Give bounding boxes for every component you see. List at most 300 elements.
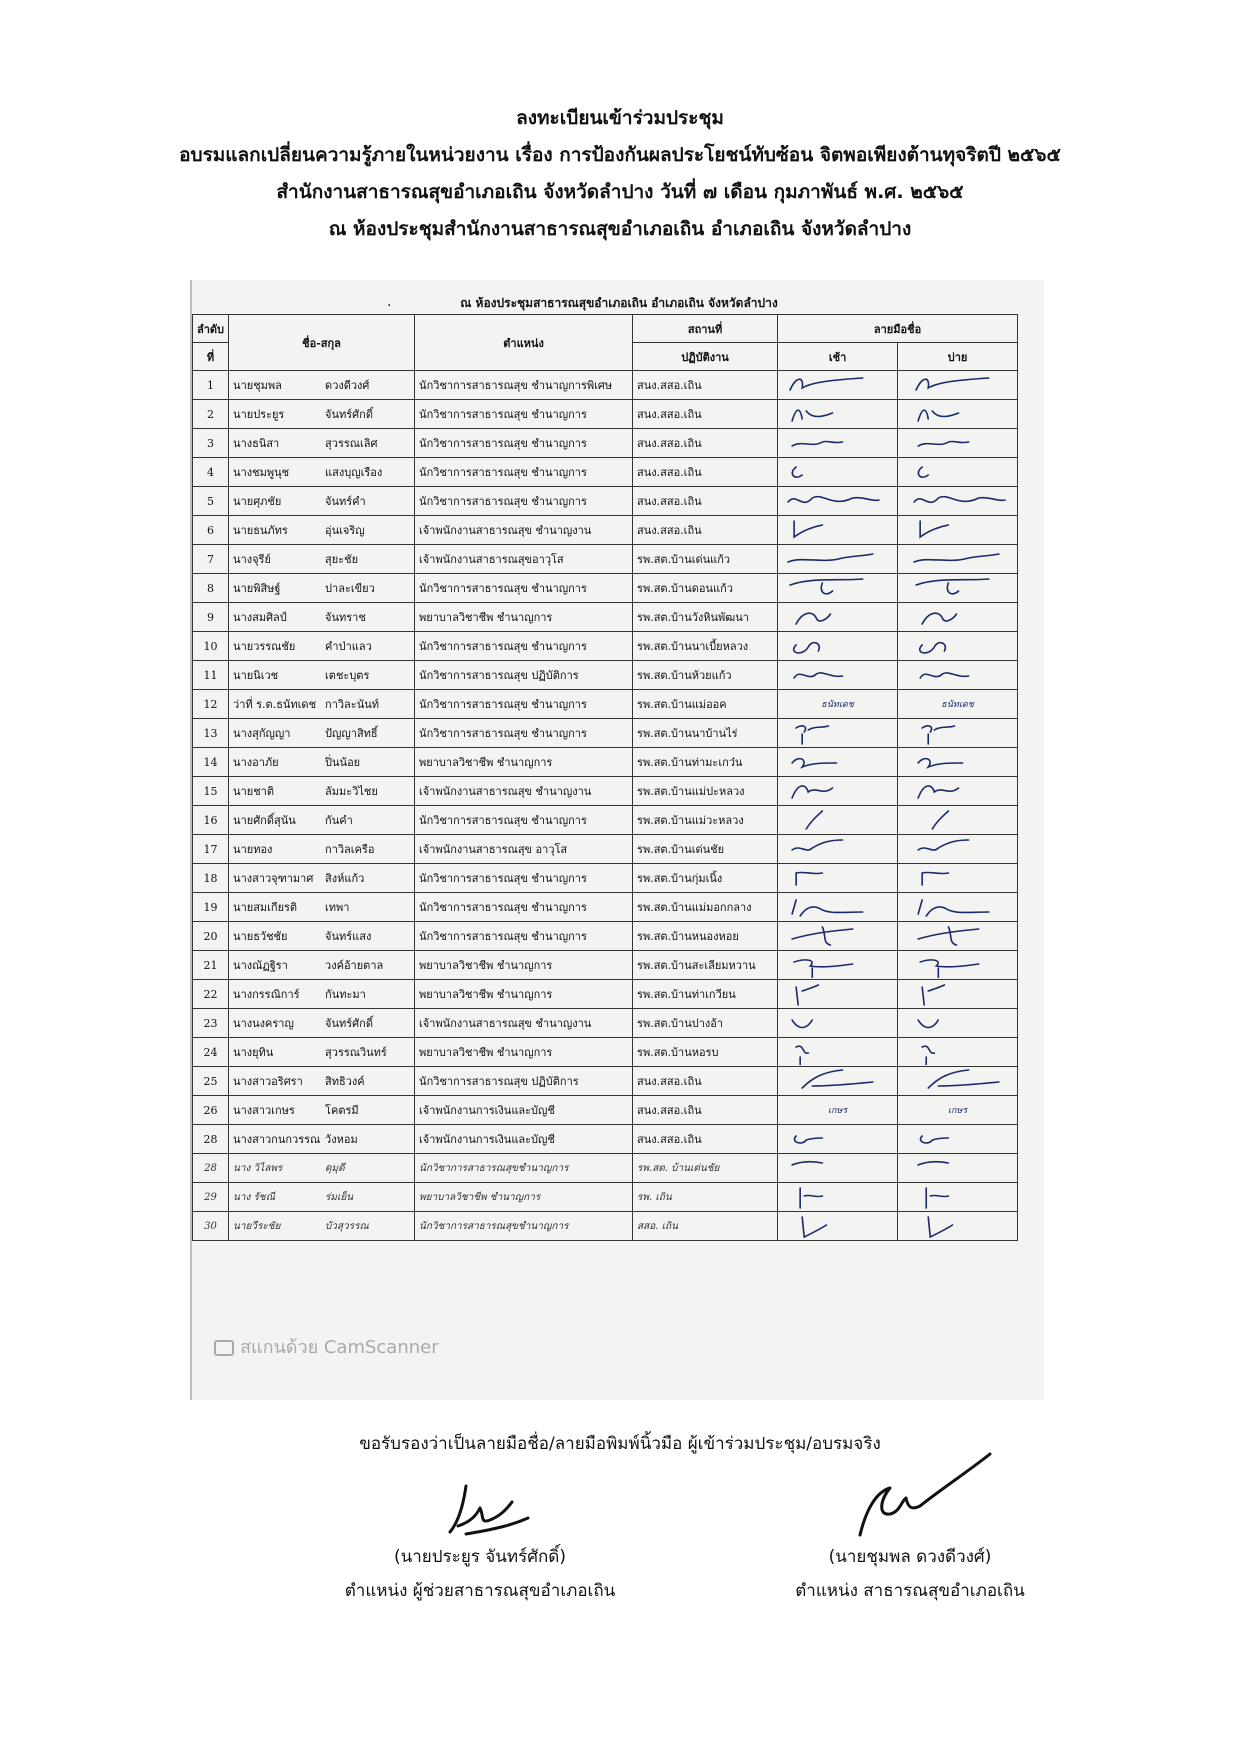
signature-mark [902, 604, 1013, 630]
signature-mark [902, 633, 1013, 659]
signature-right-image [820, 1440, 1000, 1540]
row-signature-afternoon [898, 603, 1018, 632]
row-first-name: นางชมพูนุช [233, 466, 290, 479]
row-last-name: สุวรรณวินทร์ [325, 1046, 387, 1059]
row-first-name: นางยุทิน [233, 1046, 274, 1059]
row-name [229, 429, 415, 458]
row-number: 18 [193, 864, 229, 893]
row-position: นักวิชาการสาธารณสุขชำนาญการ [415, 1154, 633, 1183]
row-place: สนง.สสอ.เถิน [633, 371, 778, 400]
row-signature-morning [778, 893, 898, 922]
row-name [229, 719, 415, 748]
row-signature-morning [778, 516, 898, 545]
col-header-place-2: ปฏิบัติงาน [633, 343, 778, 371]
row-signature-afternoon [898, 864, 1018, 893]
row-number: 5 [193, 487, 229, 516]
row-signature-morning [778, 1212, 898, 1241]
signature-mark [782, 1126, 893, 1152]
row-number: 28 [193, 1125, 229, 1154]
signature-mark [902, 865, 1013, 891]
signature-mark [902, 517, 1013, 543]
row-number: 4 [193, 458, 229, 487]
row-last-name: อุ่นเจริญ [325, 524, 365, 537]
row-place: รพ.สต.บ้านแม่วะหลวง [633, 806, 778, 835]
row-last-name: สุยะชัย [325, 553, 359, 566]
row-position: เจ้าพนักงานการเงินและบัญชี [415, 1096, 633, 1125]
row-signature-afternoon [898, 1038, 1018, 1067]
table-row [193, 458, 1018, 487]
row-place: รพ.สต.บ้านสะเลียมหวาน [633, 951, 778, 980]
row-signature-morning [778, 661, 898, 690]
row-signature-morning [778, 574, 898, 603]
row-last-name: สิงห์แก้ว [325, 872, 365, 885]
col-header-name: ชื่อ-สกุล [229, 315, 415, 371]
row-place: สนง.สสอ.เถิน [633, 1096, 778, 1125]
row-signature-afternoon [898, 632, 1018, 661]
signature-mark [782, 1213, 893, 1239]
signature-mark [782, 865, 893, 891]
signature-mark [902, 749, 1013, 775]
col-header-no: ลำดับ [193, 315, 229, 343]
row-position: นักวิชาการสาธารณสุข ชำนาญการ [415, 893, 633, 922]
row-signature-morning [778, 806, 898, 835]
row-last-name: แสงบุญเรือง [325, 466, 383, 479]
row-place: รพ.สต.บ้านท่ามะเกว๋น [633, 748, 778, 777]
row-name [229, 893, 415, 922]
row-name [229, 603, 415, 632]
row-place: รพ.สต.บ้านแม่ปะหลวง [633, 777, 778, 806]
row-name [229, 690, 415, 719]
row-place: รพ.สต.บ้านท่าเกวียน [633, 980, 778, 1009]
row-place: รพ.สต.บ้านวังหินพัฒนา [633, 603, 778, 632]
row-number: 30 [193, 1212, 229, 1241]
row-first-name: นางนงคราญ [233, 1017, 294, 1030]
table-row [193, 574, 1018, 603]
row-name [229, 980, 415, 1009]
row-first-name: ว่าที่ ร.ต.ธนัทเดช [233, 698, 317, 711]
signature-mark [782, 604, 893, 630]
table-row [193, 951, 1018, 980]
table-row [193, 1125, 1018, 1154]
row-place: รพ.สต.บ้านแม่มอกกลาง [633, 893, 778, 922]
row-number: 6 [193, 516, 229, 545]
table-row [193, 1067, 1018, 1096]
row-place: รพ.สต.บ้านปางอ้า [633, 1009, 778, 1038]
certification-statement: ขอรับรองว่าเป็นลายมือชื่อ/ลายมือพิมพ์นิ้วมือ ผู้เข้าร่วมประชุม/อบรมจริง [359, 1434, 881, 1454]
table-row [193, 516, 1018, 545]
table-row [193, 1038, 1018, 1067]
table-row [193, 429, 1018, 458]
row-first-name: นายศุภชัย [233, 495, 282, 508]
row-number: 13 [193, 719, 229, 748]
row-last-name: จันทร์ศักดิ์ [325, 408, 373, 421]
row-last-name: สุวรรณเลิศ [325, 437, 378, 450]
row-last-name: คำป่าแลว [325, 640, 372, 653]
table-row [193, 777, 1018, 806]
row-last-name: กันคำ [325, 814, 353, 827]
row-place: รพ.สต.บ้านหนองหอย [633, 922, 778, 951]
header-line-2: อบรมแลกเปลี่ยนความรู้ภายในหน่วยงาน เรื่อง การป้องกันผลประโยชน์ทับซ้อน จิตพอเพียงต้านทุจริตปี ๒๕๖๕ [179, 144, 1061, 166]
row-signature-morning [778, 1096, 898, 1125]
row-number: 25 [193, 1067, 229, 1096]
row-signature-morning [778, 1183, 898, 1212]
row-first-name: นางสาวเกษร [233, 1104, 295, 1117]
row-first-name: นาง วิไลพร [233, 1162, 283, 1174]
row-last-name: จันทร์ศักดิ์ [325, 1017, 373, 1030]
signature-mark [782, 778, 893, 804]
signature-mark [902, 1068, 1013, 1094]
row-name [229, 632, 415, 661]
row-place: รพ. เถิน [633, 1183, 778, 1212]
row-signature-afternoon [898, 806, 1018, 835]
row-first-name: นายนิเวช [233, 669, 279, 682]
signature-mark [782, 1155, 893, 1181]
header-line-3: สำนักงานสาธารณสุขอำเภอเถิน จังหวัดลำปาง วันที่ ๗ เดือน กุมภาพันธ์ พ.ศ. ๒๕๖๕ [276, 181, 964, 203]
signature-mark [782, 952, 893, 978]
signature-mark [902, 430, 1013, 456]
row-signature-morning [778, 603, 898, 632]
row-last-name: ปัญญาสิทธิ์ [325, 727, 378, 740]
row-name [229, 371, 415, 400]
row-number: 28 [193, 1154, 229, 1183]
row-place: รพ.สต.บ้านเด่นแก้ว [633, 545, 778, 574]
row-position: นักวิชาการสาธารณสุข ชำนาญการ [415, 690, 633, 719]
signature-mark [902, 952, 1013, 978]
signature-mark [782, 720, 893, 746]
signature-mark [782, 488, 893, 514]
signature-mark [782, 1184, 893, 1210]
row-place: รพ.สต.บ้านกุ่มเนิ้ง [633, 864, 778, 893]
row-signature-afternoon [898, 835, 1018, 864]
camscanner-watermark: สแกนด้วย CamScanner [214, 1332, 439, 1361]
row-name [229, 1154, 415, 1183]
row-signature-morning [778, 1154, 898, 1183]
signature-stamp-text: เกษร [947, 1106, 968, 1116]
row-place: รพ.สต.บ้านหอรบ [633, 1038, 778, 1067]
header-line-1: ลงทะเบียนเข้าร่วมประชุม [516, 107, 724, 129]
row-signature-morning [778, 487, 898, 516]
signature-stamp-text: เกษร [827, 1106, 848, 1116]
row-place: สนง.สสอ.เถิน [633, 458, 778, 487]
row-signature-afternoon [898, 1154, 1018, 1183]
signer-left-name: (นายประยูร จันทร์ศักดิ์) [394, 1547, 566, 1567]
signature-mark [902, 575, 1013, 601]
signature-mark [782, 430, 893, 456]
row-number: 16 [193, 806, 229, 835]
table-row [193, 690, 1018, 719]
row-last-name: เทพา [325, 901, 350, 914]
signature-mark [782, 981, 893, 1007]
attendance-rows [193, 371, 1018, 1241]
row-signature-morning [778, 371, 898, 400]
attendance-table [192, 314, 1018, 1241]
signature-mark [782, 546, 893, 572]
header-line-4: ณ ห้องประชุมสำนักงานสาธารณสุขอำเภอเถิน อำเภอเถิน จังหวัดลำปาง [328, 218, 912, 240]
signature-mark [902, 807, 1013, 833]
row-position: พยาบาลวิชาชีพ ชำนาญการ [415, 951, 633, 980]
row-name [229, 1038, 415, 1067]
row-name [229, 951, 415, 980]
signer-left [300, 1480, 660, 1608]
row-number: 20 [193, 922, 229, 951]
signature-mark [782, 836, 893, 862]
row-last-name: โคตรมี [325, 1104, 359, 1117]
table-row [193, 1009, 1018, 1038]
row-last-name: ดวงดีวงศ์ [325, 379, 370, 392]
row-last-name: ปาละเขียว [325, 582, 375, 595]
table-row [193, 603, 1018, 632]
scanned-attendance-sheet [190, 280, 1044, 1400]
row-place: สนง.สสอ.เถิน [633, 1125, 778, 1154]
row-signature-afternoon [898, 777, 1018, 806]
row-last-name: วงค์อ้ายตาล [325, 959, 384, 972]
row-first-name: นางสาวจุฑามาศ [233, 872, 314, 885]
row-position: นักวิชาการสาธารณสุข ชำนาญการ [415, 806, 633, 835]
row-name [229, 487, 415, 516]
row-signature-afternoon [898, 661, 1018, 690]
signature-left-image [420, 1480, 540, 1540]
table-row [193, 1183, 1018, 1212]
row-position: พยาบาลวิชาชีพ ชำนาญการ [415, 1038, 633, 1067]
row-place: รพ.สต. บ้านเด่นชัย [633, 1154, 778, 1183]
signature-stamp-text: ธนัทเดช [821, 700, 854, 710]
signature-mark [782, 807, 893, 833]
document-header [0, 100, 1240, 248]
col-header-afternoon: บ่าย [898, 343, 1018, 371]
row-last-name: จันทร์คำ [325, 495, 366, 508]
row-first-name: นายธนภัทร [233, 524, 288, 537]
signature-mark [782, 662, 893, 688]
signature-stamp-text: ธนัทเดช [941, 700, 974, 710]
row-first-name: นางสมศิลป์ [233, 611, 287, 624]
row-number: 29 [193, 1183, 229, 1212]
signature-mark [902, 401, 1013, 427]
row-first-name: นายวรรณชัย [233, 640, 296, 653]
row-first-name: นางกรรณิการ์ [233, 988, 300, 1001]
row-first-name: นางอาภัย [233, 756, 279, 769]
col-header-place: สถานที่ [633, 315, 778, 343]
row-number: 11 [193, 661, 229, 690]
row-number: 21 [193, 951, 229, 980]
col-header-position: ตำแหน่ง [415, 315, 633, 371]
col-header-morning: เช้า [778, 343, 898, 371]
row-signature-morning [778, 980, 898, 1009]
row-number: 15 [193, 777, 229, 806]
row-last-name: ร่มเย็น [325, 1191, 354, 1203]
row-place: สสอ. เถิน [633, 1212, 778, 1241]
table-row [193, 1154, 1018, 1183]
signer-right-name: (นายชุมพล ดวงดีวงศ์) [828, 1547, 992, 1567]
row-number: 3 [193, 429, 229, 458]
signature-mark [782, 372, 893, 398]
row-first-name: นาง รัชณี [233, 1191, 275, 1203]
row-first-name: นายวีระชัย [233, 1220, 281, 1232]
row-name [229, 1096, 415, 1125]
row-position: นักวิชาการสาธารณสุข ชำนาญการ [415, 487, 633, 516]
row-place: รพ.สต.บ้านแม่ออค [633, 690, 778, 719]
row-last-name: กันทะมา [325, 988, 366, 1001]
row-signature-afternoon [898, 1096, 1018, 1125]
row-number: 17 [193, 835, 229, 864]
row-name [229, 516, 415, 545]
col-header-no-2: ที่ [193, 343, 229, 371]
row-number: 12 [193, 690, 229, 719]
signature-mark [902, 1184, 1013, 1210]
table-row [193, 922, 1018, 951]
signature-mark [902, 662, 1013, 688]
signature-mark [782, 1010, 893, 1036]
row-position: นักวิชาการสาธารณสุข ชำนาญการ [415, 632, 633, 661]
row-place: รพ.สต.บ้านเด่นชัย [633, 835, 778, 864]
row-name [229, 400, 415, 429]
table-row [193, 864, 1018, 893]
row-name [229, 545, 415, 574]
table-row [193, 400, 1018, 429]
row-signature-afternoon [898, 1067, 1018, 1096]
row-position: เจ้าพนักงานการเงินและบัญชี [415, 1125, 633, 1154]
row-position: นักวิชาการสาธารณสุขชำนาญการ [415, 1212, 633, 1241]
row-last-name: ลัมมะวิไชย [325, 785, 378, 798]
signature-mark [902, 894, 1013, 920]
row-name [229, 1067, 415, 1096]
row-signature-afternoon [898, 719, 1018, 748]
signature-mark [782, 401, 893, 427]
row-position: นักวิชาการสาธารณสุข ปฏิบัติการ [415, 661, 633, 690]
signer-left-title: ตำแหน่ง ผู้ช่วยสาธารณสุขอำเภอเถิน [344, 1581, 616, 1601]
row-signature-afternoon [898, 690, 1018, 719]
row-signature-afternoon [898, 458, 1018, 487]
row-position: พยาบาลวิชาชีพ ชำนาญการ [415, 1183, 633, 1212]
row-name [229, 1183, 415, 1212]
table-row [193, 980, 1018, 1009]
scan-title: ณ ห้องประชุมสาธารณสุขอำเภอเถิน อำเภอเถิน จังหวัดลำปาง [460, 296, 778, 310]
row-signature-morning [778, 690, 898, 719]
row-signature-afternoon [898, 922, 1018, 951]
row-name [229, 1009, 415, 1038]
scan-speck: · [387, 298, 392, 314]
row-first-name: นางณัฏฐิรา [233, 959, 288, 972]
row-last-name: เตชะบุตร [325, 669, 370, 682]
row-position: นักวิชาการสาธารณสุข ชำนาญการ [415, 864, 633, 893]
row-signature-morning [778, 1009, 898, 1038]
table-header-row [193, 315, 1018, 343]
row-signature-afternoon [898, 429, 1018, 458]
row-first-name: นางธนิสา [233, 437, 280, 450]
row-position: นักวิชาการสาธารณสุข ชำนาญการ [415, 719, 633, 748]
row-number: 26 [193, 1096, 229, 1125]
row-place: สนง.สสอ.เถิน [633, 487, 778, 516]
row-last-name: ปิ่นน้อย [325, 756, 361, 769]
row-number: 7 [193, 545, 229, 574]
row-name [229, 748, 415, 777]
row-signature-morning [778, 835, 898, 864]
table-row [193, 806, 1018, 835]
row-signature-morning [778, 1038, 898, 1067]
table-row [193, 545, 1018, 574]
row-signature-afternoon [898, 1212, 1018, 1241]
row-name [229, 806, 415, 835]
row-name [229, 574, 415, 603]
row-signature-afternoon [898, 574, 1018, 603]
row-number: 1 [193, 371, 229, 400]
signature-mark [782, 894, 893, 920]
row-number: 22 [193, 980, 229, 1009]
row-signature-afternoon [898, 748, 1018, 777]
row-signature-afternoon [898, 371, 1018, 400]
row-signature-morning [778, 922, 898, 951]
row-first-name: นายพิสิษฐ์ [233, 582, 281, 595]
signature-mark [902, 923, 1013, 949]
row-first-name: นางสุกัญญา [233, 727, 291, 740]
row-place: สนง.สสอ.เถิน [633, 1067, 778, 1096]
signature-mark [902, 1010, 1013, 1036]
row-signature-morning [778, 951, 898, 980]
table-row [193, 893, 1018, 922]
signature-mark [782, 517, 893, 543]
row-first-name: นายประยูร [233, 408, 285, 421]
row-position: นักวิชาการสาธารณสุข ชำนาญการ [415, 400, 633, 429]
row-signature-afternoon [898, 1009, 1018, 1038]
table-row [193, 835, 1018, 864]
col-header-signature: ลายมือชื่อ [778, 315, 1018, 343]
row-name [229, 922, 415, 951]
row-position: เจ้าพนักงานสาธารณสุข ชำนาญงาน [415, 777, 633, 806]
signature-mark [902, 720, 1013, 746]
signature-mark [902, 1126, 1013, 1152]
row-position: เจ้าพนักงานสาธารณสุขอาวุโส [415, 545, 633, 574]
row-number: 2 [193, 400, 229, 429]
row-name [229, 661, 415, 690]
row-first-name: นางสาวอริศรา [233, 1075, 303, 1088]
row-number: 14 [193, 748, 229, 777]
signature-mark [782, 1039, 893, 1065]
row-signature-morning [778, 1125, 898, 1154]
row-last-name: วังหอม [325, 1133, 358, 1146]
row-last-name: บัวสุวรรณ [325, 1220, 369, 1232]
row-position: นักวิชาการสาธารณสุข ชำนาญการ [415, 574, 633, 603]
signature-mark [902, 488, 1013, 514]
row-number: 9 [193, 603, 229, 632]
row-number: 19 [193, 893, 229, 922]
signature-mark [782, 923, 893, 949]
signature-mark [902, 836, 1013, 862]
row-position: นักวิชาการสาธารณสุข ชำนาญการ [415, 429, 633, 458]
table-row [193, 661, 1018, 690]
row-last-name: จันทราช [325, 611, 366, 624]
row-signature-afternoon [898, 893, 1018, 922]
row-signature-afternoon [898, 545, 1018, 574]
row-last-name: ดุมุดี [325, 1162, 345, 1174]
table-row [193, 1212, 1018, 1241]
signature-mark [902, 981, 1013, 1007]
signature-mark [782, 575, 893, 601]
row-signature-afternoon [898, 400, 1018, 429]
row-position: พยาบาลวิชาชีพ ชำนาญการ [415, 603, 633, 632]
camscanner-icon [214, 1340, 234, 1356]
row-position: พยาบาลวิชาชีพ ชำนาญการ [415, 980, 633, 1009]
row-place: รพ.สต.บ้านดอนแก้ว [633, 574, 778, 603]
row-number: 24 [193, 1038, 229, 1067]
signature-mark [902, 1213, 1013, 1239]
row-number: 8 [193, 574, 229, 603]
row-first-name: นายชุมพล [233, 379, 282, 392]
signature-mark [902, 1155, 1013, 1181]
row-place: สนง.สสอ.เถิน [633, 429, 778, 458]
row-last-name: จันทร์แสง [325, 930, 372, 943]
table-row [193, 632, 1018, 661]
row-first-name: นายศักดิ์สุนัน [233, 814, 296, 827]
row-first-name: นางสาวกนกวรรณ [233, 1133, 321, 1146]
